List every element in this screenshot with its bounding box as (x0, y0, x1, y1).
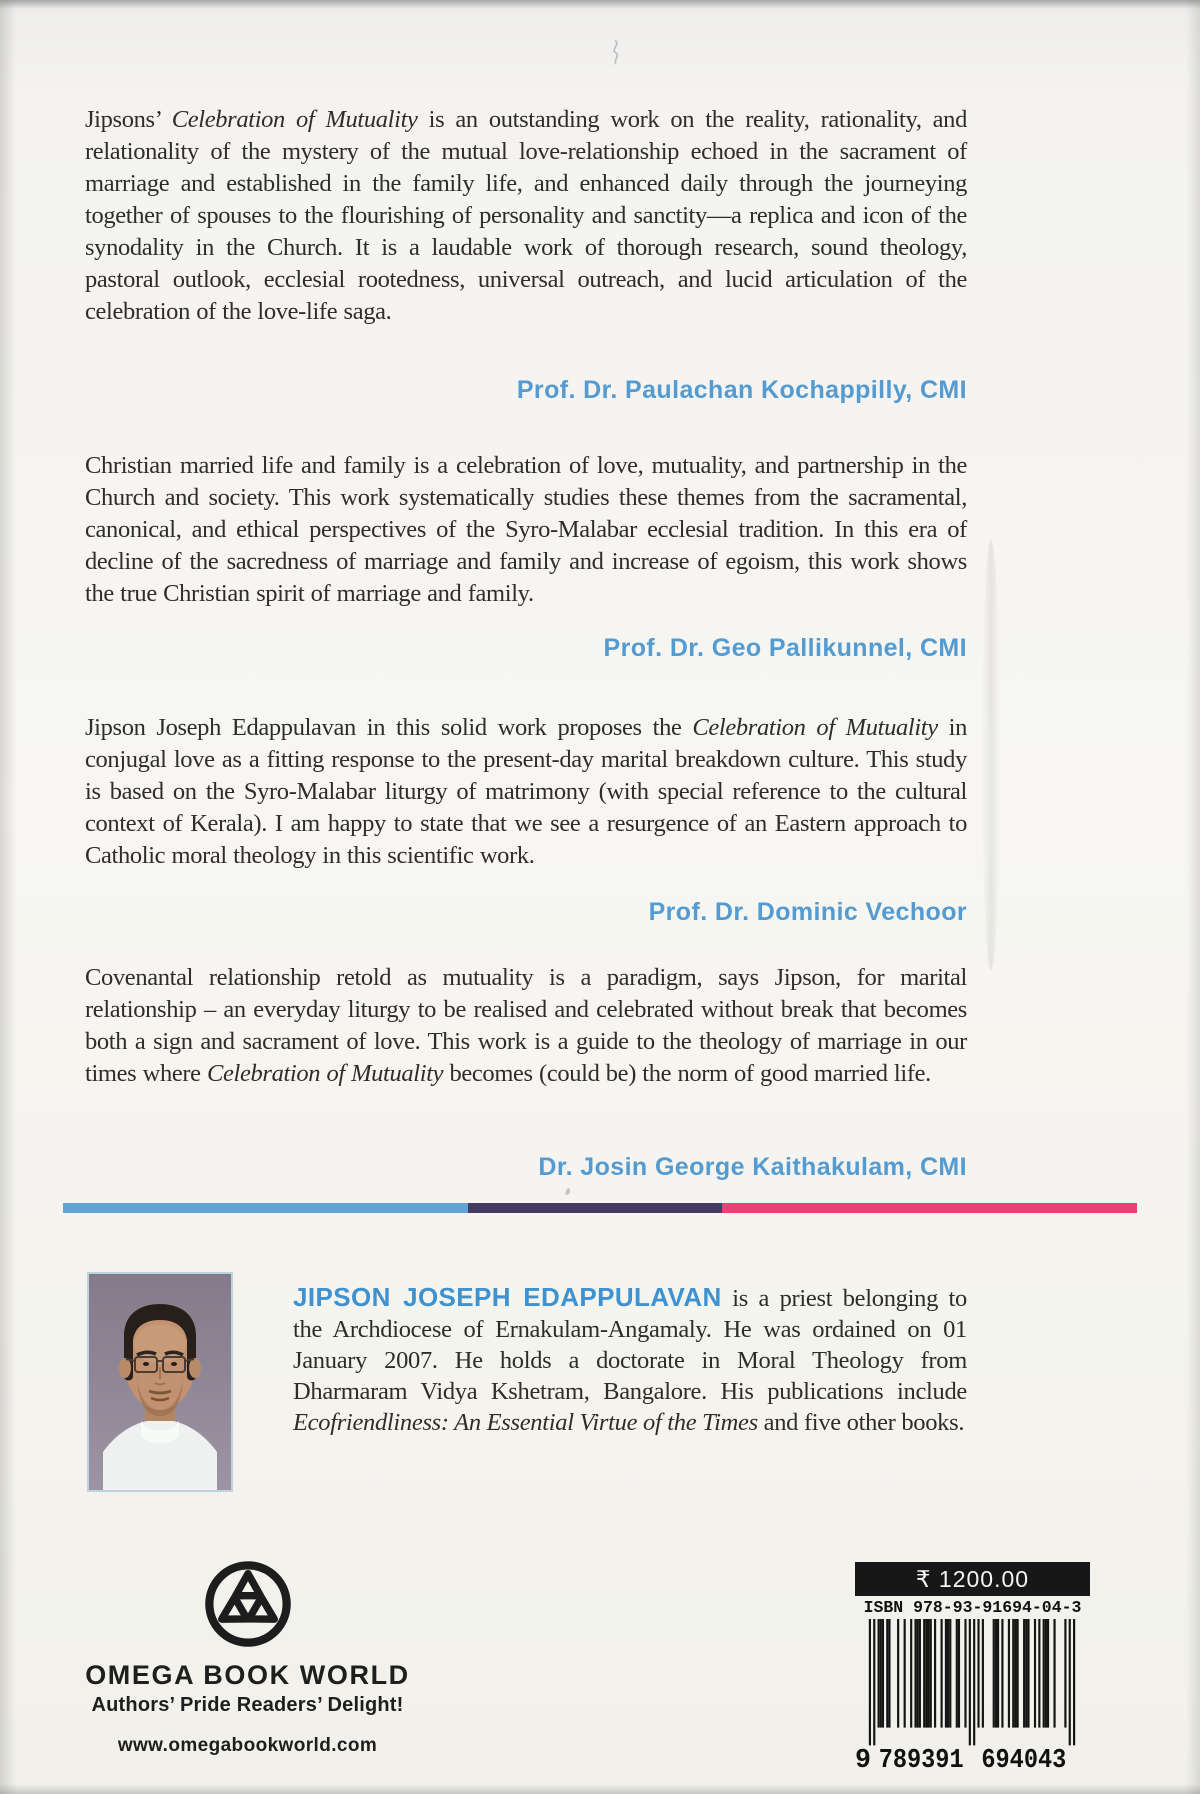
endorsement-4-text (85, 962, 967, 1090)
endorsement-3-attribution: Prof. Dr. Dominic Vechoor (648, 898, 967, 926)
author-bio (293, 1282, 967, 1438)
barcode-digits-right: 694043 (981, 1746, 1067, 1770)
scan-edge-shadow-top (0, 0, 1200, 9)
divider-segment-pink (722, 1203, 1137, 1213)
endorsement-1-text (85, 104, 967, 328)
text-segment: Jipsons’ (85, 106, 172, 133)
text-segment: in conjugal love as a fitting response to the present-day marital breakdown culture. This study is based on the Syro-Malabar liturgy of matrimony (with special reference to the cultural context of Kerala). I am happy to state that we see a resurgence of an Eastern approach to Catholic moral theology in this scientific work. (85, 714, 968, 869)
text-segment: is an outstanding work on the reality, rationality, and relationality of the mystery of the mutual love-relationship echoed in the sacrament of marriage and established in the family life, and enhanced daily through the journeying together of spouses to the flourishing of personality and sanctity—a replica and icon of the synodality in the Church. It is a laudable work of thorough research, sound theology, pastoral outlook, ecclesial rootedness, universal outreach, and lucid articulation of the celebration of the love-life saga. (85, 106, 967, 325)
divider-segment-purple (468, 1203, 723, 1213)
barcode-block (855, 1562, 1090, 1769)
publisher-block (75, 1558, 420, 1757)
barcode-digits-left: 789391 (878, 1746, 964, 1770)
paper-crease (982, 540, 1000, 970)
barcode-digit-first: 9 (855, 1746, 872, 1770)
author-photo (87, 1272, 233, 1492)
text-segment: Celebration of Mutuality (692, 714, 938, 741)
endorsement-4-attribution: Dr. Josin George Kaithakulam, CMI (538, 1153, 967, 1181)
text-segment: Christian married life and family is a celebration of love, mutuality, and partnership in the Church and society. This work systematically studies these themes from the sacramental, canonical, and ethical perspectives of the Syro-Malabar ecclesial tradition. In this era of decline of the sacredness of marriage and family and increase of egoism, this work shows the true Christian spirit of marriage and family. (85, 452, 967, 607)
isbn-label: ISBN 978-93-91694-04-3 (863, 1598, 1082, 1617)
divider-segment-blue (63, 1203, 468, 1213)
endorsement-3-text (85, 712, 967, 872)
endorsement-2-attribution: Prof. Dr. Geo Pallikunnel, CMI (603, 634, 967, 662)
scan-edge-shadow-bottom (0, 1784, 1200, 1794)
text-segment: and five other books. (757, 1409, 965, 1436)
divider-bar (63, 1203, 1137, 1213)
text-segment: Celebration of Mutuality (171, 106, 418, 133)
text-segment: Covenantal relationship retold as mutuality is a paradigm, says Jipson, for marital relationship – an everyday liturgy to be realised and celebrated without break that becomes both a sign and sacrament of love. This work is a guide to the theology of marriage in our times where (85, 964, 967, 1087)
endorsement-1-attribution: Prof. Dr. Paulachan Kochappilly, CMI (516, 376, 967, 404)
publisher-tagline: Authors’ Pride Readers’ Delight! (91, 1694, 404, 1716)
endorsement-2-text (85, 450, 967, 610)
text-segment: Celebration of Mutuality (206, 1060, 444, 1087)
barcode (855, 1619, 1090, 1769)
text-segment: becomes (could be) the norm of good married life. (443, 1060, 931, 1087)
text-segment: Jipson Joseph Edappulavan in this solid work proposes the (85, 714, 693, 741)
scan-artifact-mark (606, 38, 628, 66)
barcode-bars (869, 1619, 1075, 1745)
price-bar (855, 1562, 1090, 1596)
publisher-name: OMEGA BOOK WORLD (85, 1660, 410, 1690)
price-label: ₹ 1200.00 (915, 1565, 1030, 1592)
author-portrait-illustration (89, 1274, 231, 1490)
text-segment: is a priest belonging to the Archdiocese of Ernakulam-Angamaly. He was ordained on 01 January 2007. He holds a doctorate in Moral Theology from Dharmaram Vidya Kshetram, Bangalore. His publications include (293, 1285, 967, 1405)
publisher-trefoil-logo-icon (202, 1558, 294, 1650)
text-segment: JIPSON JOSEPH EDAPPULAVAN (293, 1282, 722, 1312)
text-segment: Ecofriendliness: An Essential Virtue of the Times (293, 1409, 758, 1436)
scan-edge-shadow-right (1186, 0, 1200, 1794)
scan-speck (565, 1188, 571, 1196)
publisher-website: www.omegabookworld.com (117, 1735, 378, 1756)
scan-edge-shadow-left (0, 0, 16, 1794)
